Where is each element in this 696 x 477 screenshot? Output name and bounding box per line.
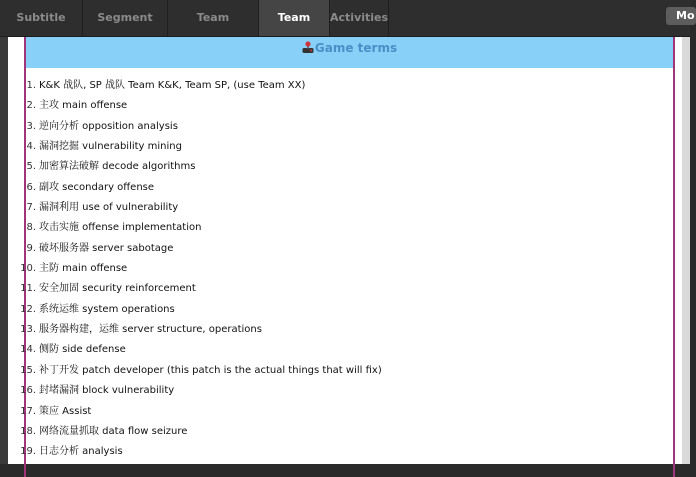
more-button[interactable]: Mo — [666, 7, 696, 25]
list-item-number: 4. — [26, 141, 36, 153]
list-item-text: 加密算法破解 decode algorithms — [39, 161, 196, 173]
list-item-number: 9. — [26, 242, 36, 254]
list-item-number: 3. — [26, 120, 36, 132]
list-item — [20, 384, 673, 404]
list-item — [20, 343, 673, 363]
list-item-text: 系统运维 system operations — [39, 303, 175, 315]
list-item — [26, 140, 673, 160]
terms-list — [20, 79, 673, 466]
list-item-number: 16. — [20, 385, 36, 397]
list-item-number: 19. — [20, 446, 36, 458]
joystick-icon — [302, 41, 314, 53]
notes-document — [20, 37, 675, 477]
list-item — [26, 120, 673, 140]
list-item-number: 7. — [26, 202, 36, 214]
list-item — [20, 405, 673, 425]
list-item-number: 17. — [20, 405, 36, 417]
list-item-text: 漏洞利用 use of vulnerability — [39, 202, 179, 214]
list-item-text: 逆向分析 opposition analysis — [39, 120, 178, 132]
list-item — [20, 303, 673, 323]
list-item — [26, 99, 673, 119]
list-item-text: 攻击实施 offense implementation — [39, 222, 202, 234]
list-item-text: 补丁开发 patch developer (this patch is the actual things that will fix) — [39, 364, 382, 376]
list-item — [20, 323, 673, 343]
list-item — [26, 201, 673, 221]
list-item — [26, 242, 673, 262]
section-title: Game terms — [314, 41, 398, 55]
list-item — [26, 181, 673, 201]
top-tab-bar — [0, 0, 695, 37]
list-item-number: 18. — [20, 425, 36, 437]
tab-segment-timer[interactable]: Segment — [83, 0, 168, 36]
list-item-number: 10. — [20, 263, 36, 275]
list-item-number: 11. — [20, 283, 36, 295]
section-heading — [26, 37, 673, 68]
list-item-text: 安全加固 security reinforcement — [39, 283, 196, 295]
list-item-text: 日志分析 analysis — [39, 446, 123, 458]
list-item — [26, 160, 673, 180]
list-item — [20, 282, 673, 302]
list-item-number: 12. — [20, 303, 36, 315]
left-gutter — [0, 37, 8, 464]
tab-activities[interactable]: Activities — [330, 0, 389, 36]
list-item-number: 6. — [26, 181, 36, 193]
list-item-number: 13. — [20, 324, 36, 336]
list-item-text: 破坏服务器 server sabotage — [39, 242, 174, 254]
notes-panel — [8, 37, 682, 464]
list-item-number: 5. — [26, 161, 36, 173]
list-item-number: 15. — [20, 364, 36, 376]
list-item-number: 2. — [26, 100, 36, 112]
list-item-text: 服务器构建，运维 server structure, operations — [39, 324, 262, 336]
list-item-text: 策应 Assist — [39, 405, 92, 417]
list-item-text: 侧防 side defense — [39, 344, 126, 356]
vertical-scrollbar[interactable] — [682, 37, 690, 464]
list-item-text: 主防 main offense — [39, 263, 128, 275]
tab-team-notes[interactable]: Team — [259, 0, 330, 36]
list-item-text: 封堵漏洞 block vulnerability — [39, 385, 175, 397]
list-item-number: 1. — [26, 80, 36, 91]
list-item — [26, 221, 673, 241]
list-item-number: 14. — [20, 344, 36, 356]
list-item-text: 主攻 main offense — [39, 100, 128, 112]
tab-team-discussion[interactable]: Team — [168, 0, 259, 36]
list-item-text: K&K 战队, SP 战队 Team K&K, Team SP, (use Team XX) — [39, 80, 306, 91]
list-item — [20, 445, 673, 465]
list-item-text: 副攻 secondary offense — [39, 181, 155, 193]
list-item — [20, 425, 673, 445]
list-item-text: 网络流量抓取 data flow seizure — [39, 425, 188, 437]
list-item — [20, 262, 673, 282]
list-item-number: 8. — [26, 222, 36, 234]
list-item — [26, 79, 673, 99]
list-item-text: 漏洞挖掘 vulnerability mining — [39, 141, 182, 153]
tab-subtitle-editor[interactable]: Subtitle — [0, 0, 83, 36]
list-item — [20, 364, 673, 384]
